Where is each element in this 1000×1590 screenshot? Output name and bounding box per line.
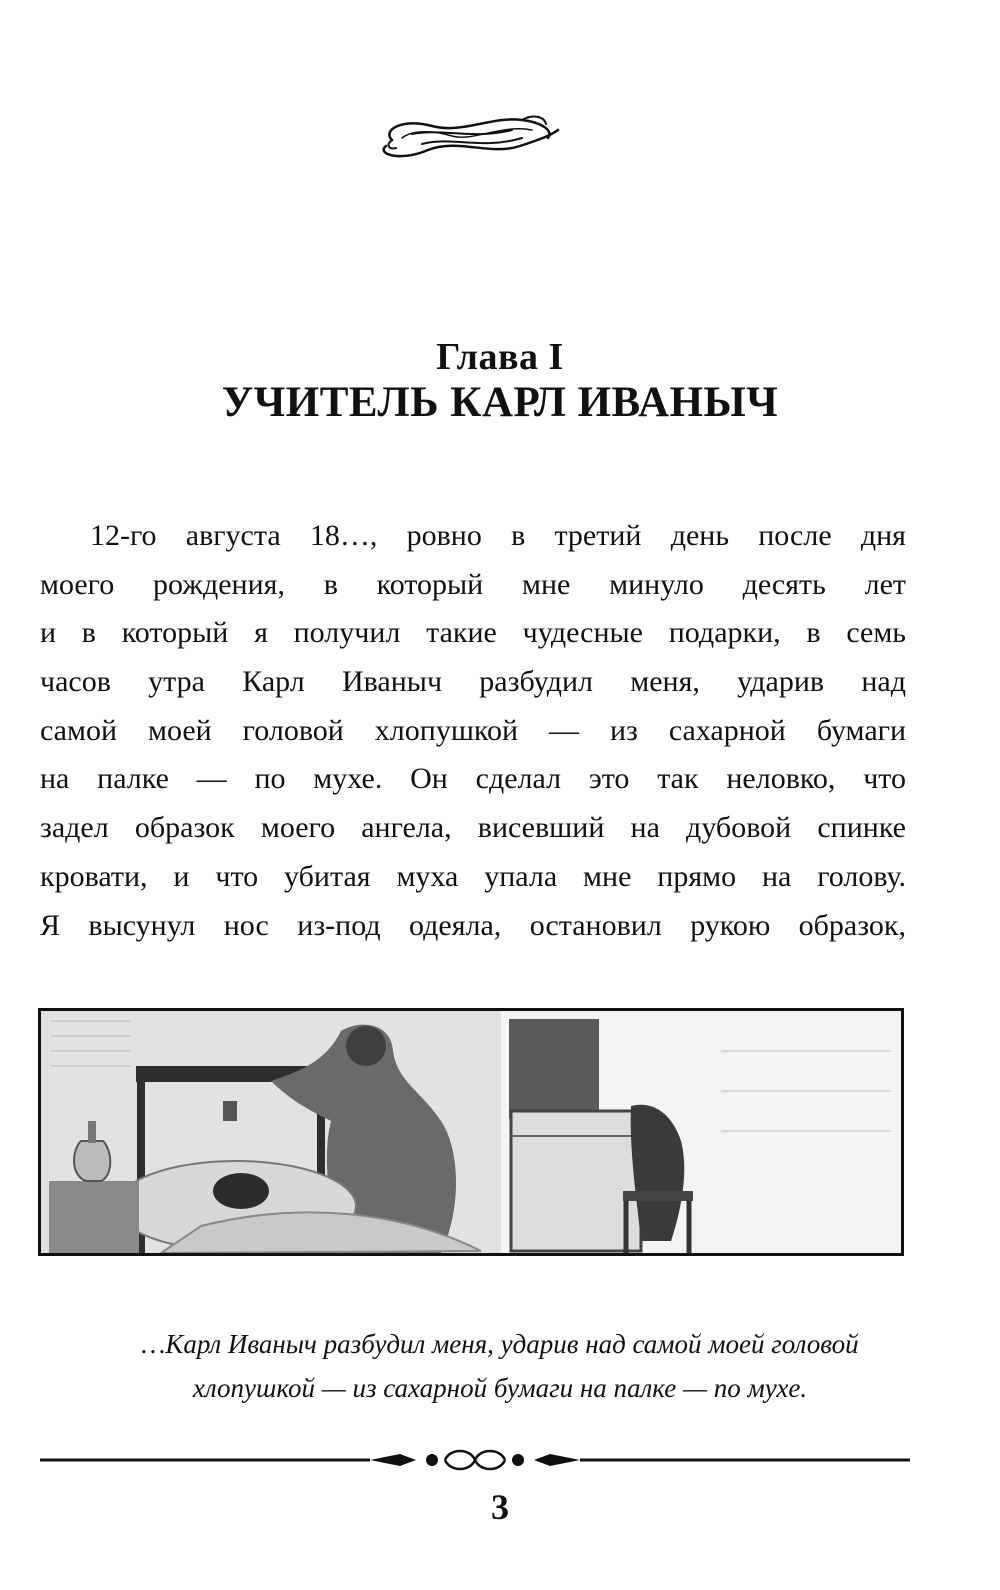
page-number: 3	[491, 1487, 509, 1527]
body-line: на палке — по мухе. Он сделал это так неловко, что	[40, 762, 906, 796]
illustration-caption	[0, 1322, 1000, 1410]
body-line: и в который я получил такие чудесные подарки, в семь	[40, 616, 906, 650]
engraving-illustration-icon	[41, 1011, 901, 1253]
body-line: самой моей головой хлопушкой — из сахарной бумаги	[40, 713, 906, 747]
body-paragraph	[40, 512, 906, 950]
body-line: 12-го августа 18…, ровно в третий день после дня	[90, 519, 906, 552]
body-line: кровати, и что убитая муха упала мне прямо на голову.	[40, 859, 906, 893]
body-line: задел образок моего ангела, висевший на дубовой спинке	[40, 811, 906, 845]
divider-ornament-icon	[40, 1440, 910, 1480]
flourish-ornament-icon	[372, 100, 562, 170]
body-line: Я высунул нос из-под одеяла, остановил рукою образок,	[40, 908, 906, 942]
caption-line: …Карл Иваныч разбудил меня, ударив над самой моей головой	[141, 1329, 859, 1359]
illustration	[38, 1008, 904, 1256]
caption-line: хлопушкой — из сахарной бумаги на палке — по мухе.	[192, 1373, 808, 1403]
body-line: моего рождения, в который мне минуло десять лет	[40, 567, 906, 601]
chapter-label: Глава I	[436, 336, 564, 378]
chapter-title: УЧИТЕЛЬ КАРЛ ИВАНЫЧ	[221, 379, 779, 426]
body-line: часов утра Карл Иваныч разбудил меня, ударив над	[40, 665, 906, 699]
